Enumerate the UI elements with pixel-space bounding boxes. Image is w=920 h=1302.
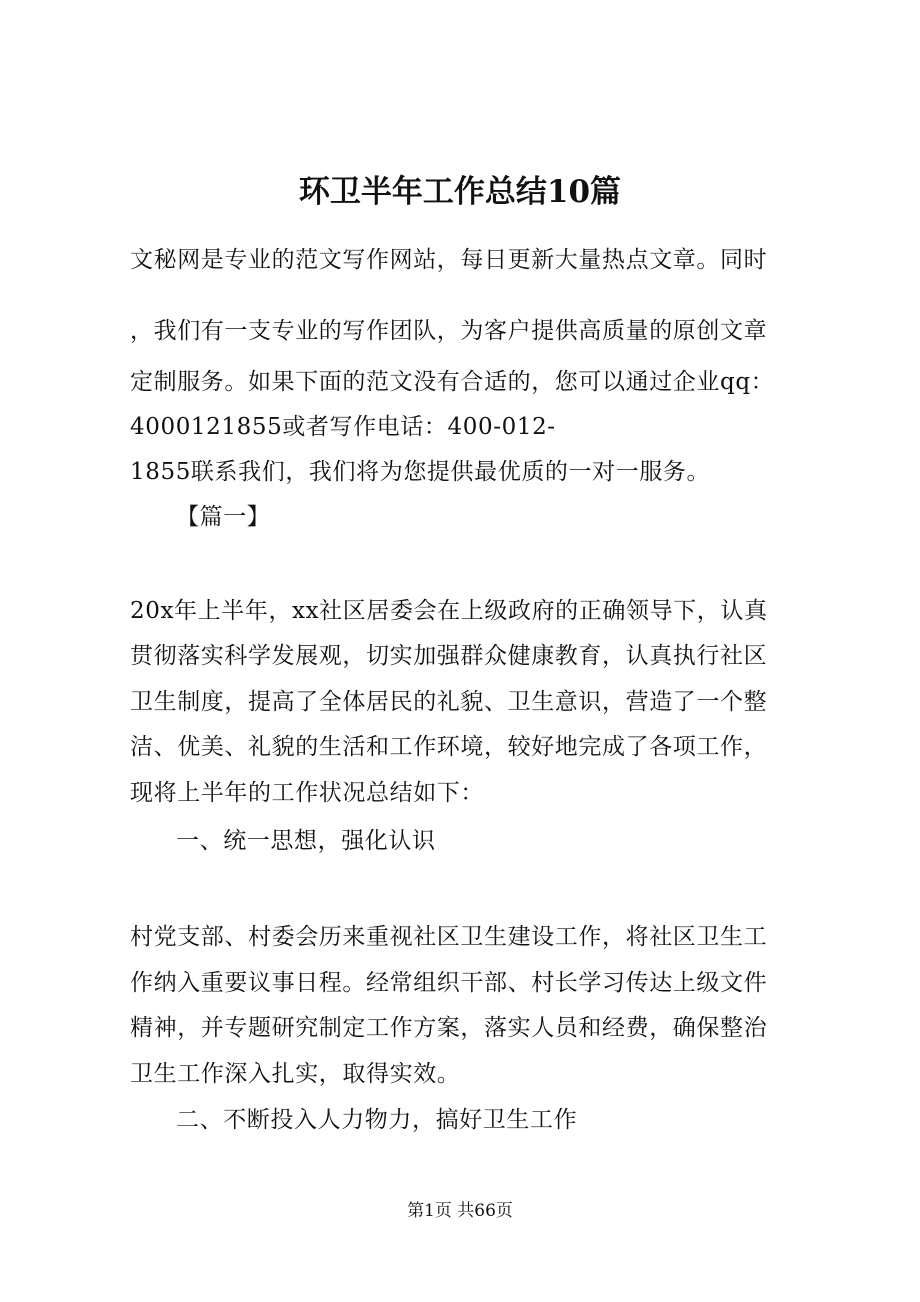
paragraph-line: 洁、优美、礼貌的生活和工作环境，较好地完成了各项工作， [130,734,768,760]
section-heading-1: 一、统一思想，强化认识 [176,828,436,854]
paragraph-line: 精神，并专题研究制定工作方案，落实人员和经费，确保整治 [130,1015,768,1041]
paragraph-line: 作纳入重要议事日程。经常组织干部、村长学习传达上级文件 [130,970,768,996]
paragraph-line: 村党支部、村委会历来重视社区卫生建设工作，将社区卫生工 [130,924,768,950]
intro-line: 1855联系我们，我们将为您提供最优质的一对一服务。 [130,459,711,485]
paragraph-line: 卫生工作深入扎实，取得实效。 [130,1061,461,1087]
page-footer: 第1页 共66页 [407,1201,513,1221]
intro-line: 定制服务。如果下面的范文没有合适的，您可以通过企业qq： [130,369,775,395]
paragraph-line: 贯彻落实科学发展观，切实加强群众健康教育，认真执行社区 [130,643,768,669]
paragraph-line: 20x年上半年，xx社区居委会在上级政府的正确领导下，认真 [130,598,768,624]
intro-line: ，我们有一支专业的写作团队，为客户提供高质量的原创文章 [130,318,768,344]
section-tag: 【篇一】 [176,504,271,530]
section-heading-2: 二、不断投入人力物力，搞好卫生工作 [176,1107,578,1133]
intro-line: 4000121855或者写作电话：400-012- [130,414,556,440]
paragraph-line: 现将上半年的工作状况总结如下： [130,780,484,806]
paragraph-line: 卫生制度，提高了全体居民的礼貌、卫生意识，营造了一个整 [130,689,768,715]
intro-line: 文秘网是专业的范文写作网站，每日更新大量热点文章。同时 [130,247,768,273]
page-title: 环卫半年工作总结10篇 [298,174,622,210]
